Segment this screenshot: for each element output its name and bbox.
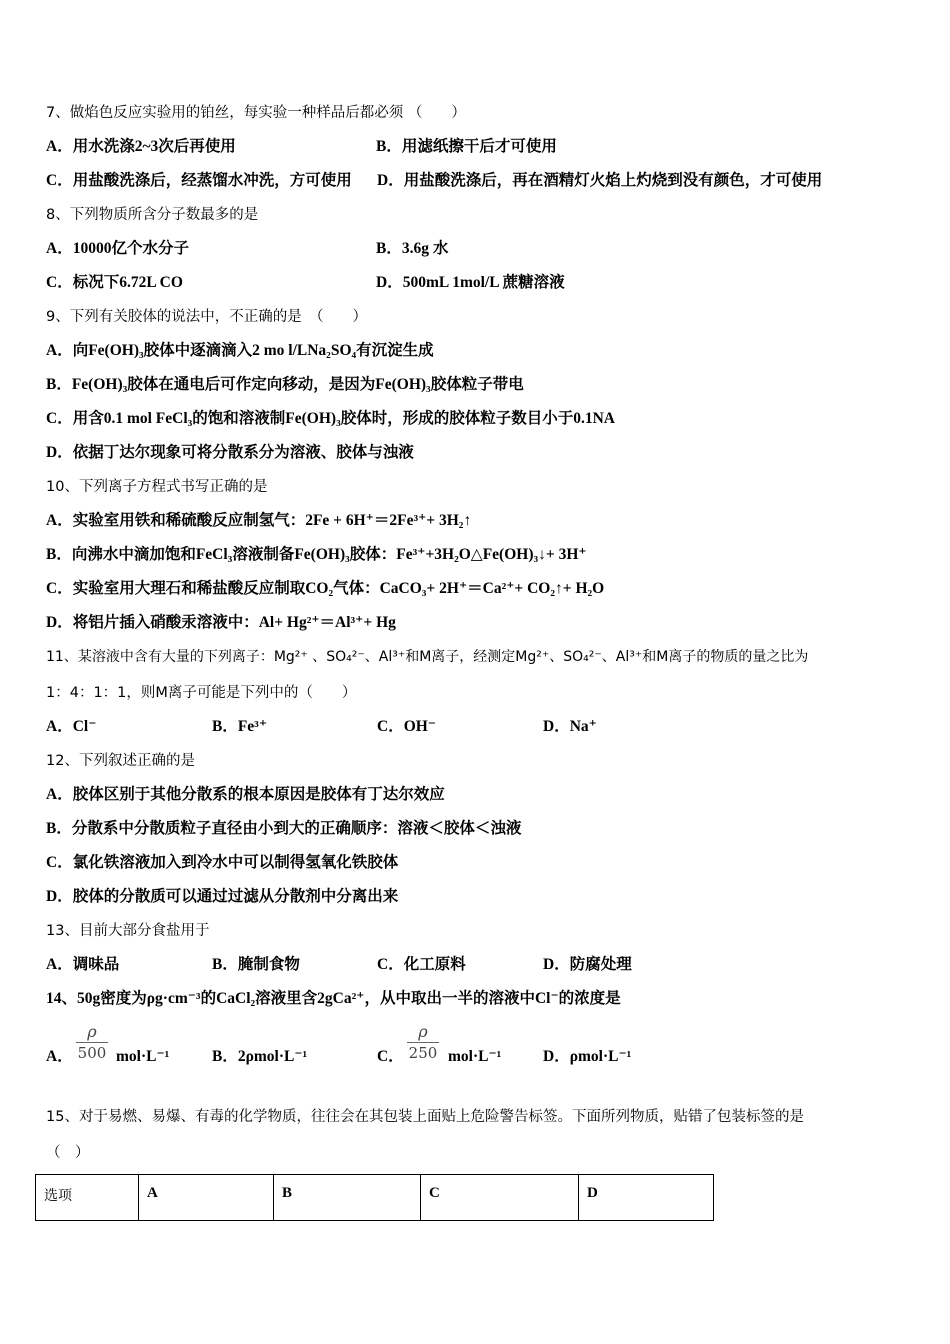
q11-stem-line2: 1：4：1：1，则M离子可能是下列中的（ ） xyxy=(46,685,357,701)
q8-option-c: C．标况下6.72L CO xyxy=(46,274,183,291)
table-header-cell: A xyxy=(139,1175,274,1221)
table-row xyxy=(36,1175,714,1221)
q14-option-a-unit: mol·L⁻¹ xyxy=(116,1048,170,1065)
q8-option-d: D．500mL 1mol/L 蔗糖溶液 xyxy=(376,274,565,291)
q11-option-a: A．Cl⁻ xyxy=(46,718,97,735)
q14-option-c-fraction xyxy=(407,1022,439,1062)
q15-stem: 15、对于易燃、易爆、有毒的化学物质，往往会在其包装上面贴上危险警告标签。下面所列物质，贴错了包装标签的是 xyxy=(46,1109,804,1125)
q12-option-c: C．氯化铁溶液加入到冷水中可以制得氢氧化铁胶体 xyxy=(46,854,399,871)
q7-option-c: C．用盐酸洗涤后，经蒸馏水冲洗，方可使用 xyxy=(46,172,352,189)
q11-option-d: D．Na⁺ xyxy=(543,718,597,735)
q13-option-b: B．腌制食物 xyxy=(212,956,300,973)
q10-option-a: A．实验室用铁和稀硫酸反应制氢气：2Fe + 6H⁺＝2Fe³⁺+ 3H₂↑ xyxy=(46,512,472,529)
q14-option-c-denominator: 250 xyxy=(408,1044,438,1062)
q14-option-c-numerator: ρ xyxy=(418,1022,428,1041)
q13-stem: 13、目前大部分食盐用于 xyxy=(46,923,210,939)
q12-option-a: A．胶体区别于其他分散系的根本原因是胶体有丁达尔效应 xyxy=(46,786,445,803)
table-header-cell: B xyxy=(274,1175,421,1221)
q7-stem: 7、做焰色反应实验用的铂丝，每实验一种样品后都必须 （ ） xyxy=(46,105,466,121)
q10-stem: 10、下列离子方程式书写正确的是 xyxy=(46,479,268,495)
fraction-bar xyxy=(407,1042,439,1043)
table-header-cell: C xyxy=(421,1175,579,1221)
q9-option-a: A．向Fe(OH)₃胶体中逐滴滴入2 mo l/LNa₂SO₄有沉淀生成 xyxy=(46,342,434,359)
fraction-bar xyxy=(76,1042,108,1043)
q14-option-b: B．2ρmol·L⁻¹ xyxy=(212,1048,308,1065)
table-header-cell: D xyxy=(579,1175,714,1221)
q12-stem: 12、下列叙述正确的是 xyxy=(46,753,195,769)
q14-option-a-label: A． xyxy=(46,1048,73,1065)
q9-option-d: D．依据丁达尔现象可将分散系分为溶液、胶体与浊液 xyxy=(46,444,414,461)
q8-option-a: A．10000亿个水分子 xyxy=(46,240,189,257)
q15-options-table xyxy=(35,1174,714,1221)
q11-stem-line1: 11、某溶液中含有大量的下列离子：Mg²⁺ 、SO₄²⁻、Al³⁺和M离子，经测定Mg²⁺、SO₄²⁻、Al³⁺和M离子的物质的量之比为 xyxy=(46,649,809,665)
q13-option-c: C．化工原料 xyxy=(377,956,466,973)
q14-option-d: D．ρmol·L⁻¹ xyxy=(543,1048,632,1065)
q9-option-c: C．用含0.1 mol FeCl₃的饱和溶液制Fe(OH)₃胶体时，形成的胶体粒子数目小于0.1NA xyxy=(46,410,615,427)
q7-option-a: A．用水洗涤2~3次后再使用 xyxy=(46,138,236,155)
q7-option-d: D．用盐酸洗涤后，再在酒精灯火焰上灼烧到没有颜色，才可使用 xyxy=(377,172,823,189)
q14-option-c-unit: mol·L⁻¹ xyxy=(448,1048,502,1065)
q12-option-b: B．分散系中分散质粒子直径由小到大的正确顺序：溶液＜胶体＜浊液 xyxy=(46,820,522,837)
q15-paren: （ ） xyxy=(46,1145,90,1161)
table-header-cell: 选项 xyxy=(36,1175,139,1221)
q14-stem: 14、50g密度为ρg·cm⁻³的CaCl₂溶液里含2gCa²⁺，从中取出一半的溶液中Cl⁻的浓度是 xyxy=(46,990,621,1007)
q14-option-c-label: C． xyxy=(377,1048,404,1065)
q14-option-a-denominator: 500 xyxy=(77,1044,107,1062)
q7-option-b: B．用滤纸擦干后才可使用 xyxy=(376,138,557,155)
q13-option-a: A．调味品 xyxy=(46,956,120,973)
q10-option-b: B．向沸水中滴加饱和FeCl₃溶液制备Fe(OH)₃胶体：Fe³⁺+3H₂O△Fe(OH)₃↓+ 3H⁺ xyxy=(46,546,587,563)
q9-option-b: B．Fe(OH)₃胶体在通电后可作定向移动，是因为Fe(OH)₃胶体粒子带电 xyxy=(46,376,524,393)
q12-option-d: D．胶体的分散质可以通过过滤从分散剂中分离出来 xyxy=(46,888,399,905)
q11-option-c: C．OH⁻ xyxy=(377,718,436,735)
q11-option-b: B．Fe³⁺ xyxy=(212,718,268,735)
q13-option-d: D．防腐处理 xyxy=(543,956,632,973)
q8-stem: 8、下列物质所含分子数最多的是 xyxy=(46,207,259,223)
q10-option-d: D．将铝片插入硝酸汞溶液中：Al+ Hg²⁺＝Al³⁺+ Hg xyxy=(46,614,396,631)
q8-option-b: B．3.6g 水 xyxy=(376,240,449,257)
q14-option-a-numerator: ρ xyxy=(87,1022,97,1041)
q10-option-c: C．实验室用大理石和稀盐酸反应制取CO₂气体：CaCO₃+ 2H⁺＝Ca²⁺+ CO₂↑+ H₂O xyxy=(46,580,605,597)
q14-option-a-fraction xyxy=(76,1022,108,1062)
q9-stem: 9、下列有关胶体的说法中，不正确的是 （ ） xyxy=(46,309,367,325)
